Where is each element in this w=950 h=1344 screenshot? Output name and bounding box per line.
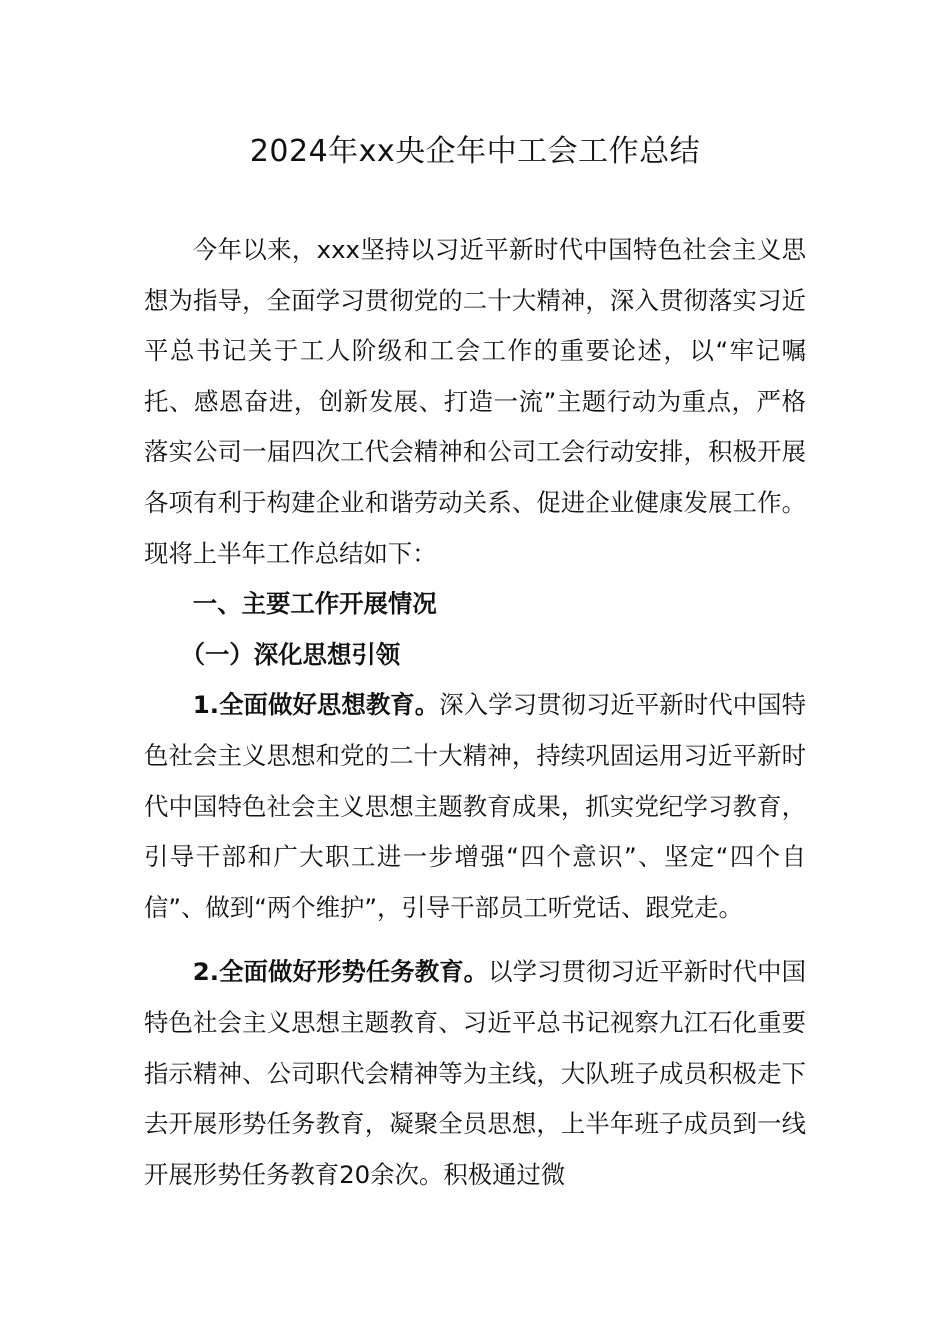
item-1-text: 深入学习贯彻习近平新时代中国特色社会主义思想和党的二十大精神，持续巩固运用习近平新时代中国特色社会主义思想主题教育成果，抓实党纪学习教育，引导干部和广大职工进一步增强“四个意识”、坚定“四个自信”、做到“两个维护”，引导干部员工听党话、跟党走。 [144, 690, 806, 922]
subsection-heading: （一）深化思想引领 [180, 639, 401, 669]
document-body [144, 225, 806, 1200]
item-1-paragraph [144, 680, 806, 933]
document-title: 2024年xx央企年中工会工作总结 [249, 134, 701, 169]
section-heading: 一、主要工作开展情况 [192, 589, 437, 619]
item-2-text: 以学习贯彻习近平新时代中国特色社会主义思想主题教育、习近平总书记视察九江石化重要指示精神、公司职代会精神等为主线，大队班子成员积极走下去开展形势任务教育，凝聚全员思想，上半年班子成员到一线开展形势任务教育20余次。积极通过微 [144, 957, 806, 1189]
item-2-paragraph [144, 947, 806, 1200]
item-1-lead: 1.全面做好思想教育。 [192, 690, 440, 720]
intro-paragraph: 今年以来，xxx坚持以习近平新时代中国特色社会主义思想为指导，全面学习贯彻党的二十大精神，深入贯彻落实习近平总书记关于工人阶级和工会工作的重要论述，以“牢记嘱托、感恩奋进，创新发展、打造一流”主题行动为重点，严格落实公司一届四次工代会精神和公司工会行动安排，积极开展各项有利于构建企业和谐劳动关系、促进企业健康发展工作。现将上半年工作总结如下： [144, 235, 806, 568]
item-2-lead: 2.全面做好形势任务教育。 [192, 957, 489, 987]
paragraph-gap [144, 933, 806, 947]
